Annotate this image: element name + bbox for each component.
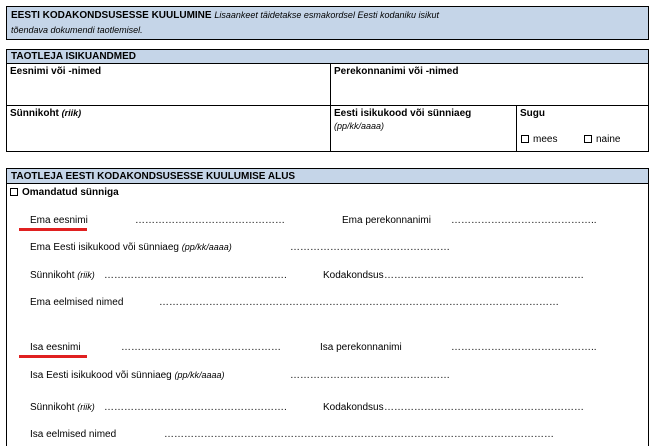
mother-idcode-label: Ema Eesti isikukood või sünniaeg [30,242,179,253]
first-names-label: Eesnimi või -nimed [10,66,102,77]
checkbox-icon[interactable] [584,135,592,143]
mother-citizenship-label: Kodakondsus [323,270,384,281]
mother-previous-names-input[interactable]: ………………………………………………………………………………………………………… [159,297,559,308]
birthplace-hint: (riik) [61,108,82,118]
father-idcode-label: Isa Eesti isikukood või sünniaeg [30,370,172,381]
father-birthplace-label: Sünnikoht [30,402,75,413]
mother-birthplace-input[interactable]: ………………………………………………. [104,270,287,281]
by-birth-label: Omandatud sünniga [22,187,119,198]
father-birthplace-label-group [30,402,95,413]
first-names-field[interactable] [6,63,331,106]
birthplace-label: Sünnikoht [10,108,59,119]
highlight-underline [19,355,87,358]
sex-male-option[interactable] [521,134,557,145]
mother-citizenship-input[interactable]: …………………………………………………… [384,270,584,281]
father-idcode-input[interactable]: ………………………………………… [290,370,450,381]
form-note-line2: tõendava dokumendi taotlemisel. [11,25,143,35]
applicant-section-header [6,49,649,64]
mother-idcode-input[interactable]: ………………………………………… [290,242,450,253]
form-title: EESTI KODAKONDSUSESSE KUULUMINE [11,10,212,21]
father-last-name-input[interactable]: …………………………………….. [451,342,597,353]
mother-last-name-label: Ema perekonnanimi [342,215,431,226]
father-citizenship-input[interactable]: …………………………………………………… [384,402,584,413]
mother-birthplace-hint: (riik) [77,270,95,280]
basis-header-text: TAOTLEJA EESTI KODAKONDSUSESSE KUULUMISE ALUS [11,171,296,182]
father-last-name-label: Isa perekonnanimi [320,342,402,353]
father-previous-names-label: Isa eelmised nimed [30,429,117,440]
sex-female-label: naine [596,134,621,145]
father-idcode-label-group [30,370,225,381]
mother-idcode-label-group [30,242,232,253]
last-names-label: Perekonnanimi või -nimed [334,66,459,77]
mother-birthplace-label: Sünnikoht [30,270,75,281]
father-citizenship-label: Kodakondsus [323,402,384,413]
mother-idcode-hint: (pp/kk/aaaa) [181,242,232,252]
form-note-line1: Lisaankeet täidetakse esmakordsel Eesti kodaniku isikut [214,10,439,20]
mother-last-name-input[interactable]: …………………………………….. [451,215,597,226]
mother-first-name-label: Ema eesnimi [30,215,88,226]
idcode-field[interactable] [330,105,517,152]
checkbox-icon[interactable] [521,135,529,143]
basis-section-header [6,168,649,184]
idcode-hint: (pp/kk/aaaa) [334,121,385,131]
form-title-block [6,6,649,40]
sex-female-option[interactable] [584,134,620,145]
highlight-underline [19,228,87,231]
father-first-name-input[interactable]: ………………………………………… [121,342,281,353]
by-birth-option[interactable] [10,187,119,198]
applicant-header-text: TAOTLEJA ISIKUANDMED [11,51,136,62]
idcode-label: Eesti isikukood või sünniaeg [334,108,472,119]
father-first-name-label: Isa eesnimi [30,342,81,353]
birthplace-field[interactable] [6,105,331,152]
father-idcode-hint: (pp/kk/aaaa) [174,370,225,380]
father-previous-names-input[interactable]: ……………………………………………………………………………………………………… [164,429,554,440]
sex-field [516,105,649,152]
last-names-field[interactable] [330,63,649,106]
mother-first-name-input[interactable]: ……………………………………… [135,215,285,226]
father-birthplace-hint: (riik) [77,402,95,412]
sex-male-label: mees [533,134,558,145]
sex-label: Sugu [520,108,545,119]
mother-previous-names-label: Ema eelmised nimed [30,297,124,308]
mother-birthplace-label-group [30,270,95,281]
checkbox-icon[interactable] [10,188,18,196]
father-birthplace-input[interactable]: ………………………………………………. [104,402,287,413]
